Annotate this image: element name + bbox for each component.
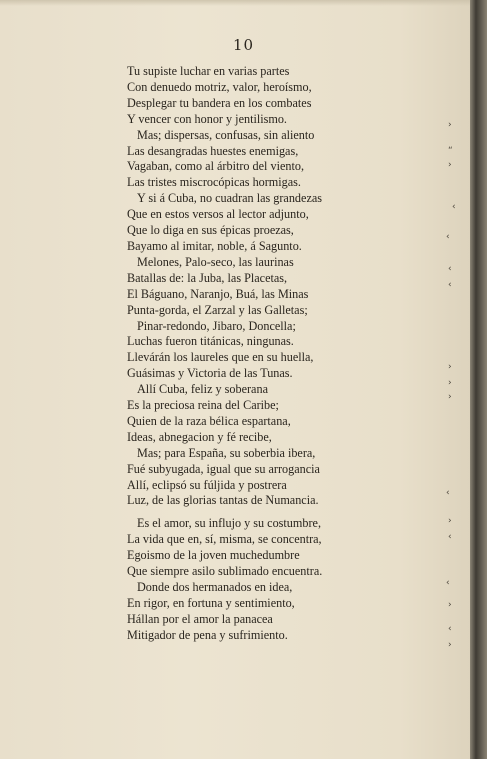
poem-line: Y si á Cuba, no cuadran las grandezas	[137, 191, 323, 206]
poem-line: Es la preciosa reina del Caribe;	[127, 398, 279, 413]
margin-mark: ›	[448, 120, 452, 130]
margin-mark: ‹	[448, 280, 452, 290]
poem-line: Que lo diga en sus épicas proezas,	[127, 223, 294, 238]
poem-line: Desplegar tu bandera en los combates	[127, 95, 312, 110]
book-gutter	[470, 0, 487, 759]
poem-line: Las desangradas huestes enemigas,	[127, 143, 299, 158]
stanza-break	[127, 509, 352, 516]
poem-line: Allí, eclipsó su fúljida y postrera	[127, 477, 287, 492]
poem-line: Fué subyugada, igual que su arrogancia	[127, 461, 320, 476]
poem-line: Batallas de: la Juba, las Placetas,	[127, 270, 288, 285]
poem-line: Que siempre asilo sublimado encuentra.	[127, 564, 323, 579]
margin-mark: “	[448, 146, 453, 156]
margin-mark: ›	[448, 640, 452, 650]
margin-mark: ›	[448, 378, 452, 388]
poem-line: Vagaban, como al árbitro del viento,	[127, 159, 304, 174]
page-top-edge	[0, 0, 470, 6]
poem-line: Egoismo de la joven muchedumbre	[127, 548, 300, 563]
margin-mark: ‹	[446, 488, 450, 498]
margin-mark: ‹	[448, 624, 452, 634]
poem-line: Punta-gorda, el Zarzal y las Galletas;	[127, 302, 308, 317]
poem-line: Luchas fueron titánicas, ningunas.	[127, 334, 294, 349]
poem-line: Y vencer con honor y jentilismo.	[127, 111, 287, 126]
poem-line: Es el amor, su influjo y su costumbre,	[137, 516, 321, 531]
margin-mark: ‹	[452, 202, 456, 212]
margin-show-through-marks	[440, 0, 465, 759]
poem-line: El Báguano, Naranjo, Buá, las Minas	[127, 286, 309, 301]
poem-line: Bayamo al imitar, noble, á Sagunto.	[127, 238, 302, 253]
poem-line: Pinar-redondo, Jibaro, Doncella;	[137, 318, 296, 333]
poem-line: Quien de la raza bélica espartana,	[127, 413, 291, 428]
poem-line: Luz, de las glorias tantas de Numancia.	[127, 493, 319, 508]
margin-mark: ›	[448, 392, 452, 402]
poem-line: Con denuedo motriz, valor, heroísmo,	[127, 79, 312, 94]
poem-line: Guásimas y Victoria de las Tunas.	[127, 366, 293, 381]
poem-line: Mas; dispersas, confusas, sin aliento	[137, 127, 315, 142]
poem-line: Tu supiste luchar en varias partes	[127, 64, 290, 78]
poem-line: Donde dos hermanados en idea,	[137, 580, 293, 594]
poem-line: La vida que en, sí, misma, se concentra,	[127, 532, 322, 547]
poem-text	[127, 64, 352, 644]
poem-line: Llevárán los laureles que en su huella,	[127, 350, 314, 365]
poem-line: En rigor, en fortuna y sentimiento,	[127, 595, 295, 610]
poem-line: Melones, Palo-seco, las laurinas	[137, 254, 294, 269]
poem-line: Ideas, abnegacion y fé recibe,	[127, 429, 272, 444]
margin-mark: ‹	[448, 532, 452, 542]
poem-line: Hállan por el amor la panacea	[127, 611, 273, 626]
poem-line: Mitigador de pena y sufrimiento.	[127, 627, 288, 642]
poem-line: Que en estos versos al lector adjunto,	[127, 207, 309, 222]
poem-line: Mas; para España, su soberbia ibera,	[137, 445, 316, 460]
margin-mark: ›	[448, 160, 452, 170]
poem-line: Allí Cuba, feliz y soberana	[137, 382, 268, 397]
margin-mark: ›	[448, 362, 452, 372]
margin-mark: ›	[448, 600, 452, 610]
margin-mark: ‹	[446, 578, 450, 588]
margin-mark: ›	[448, 516, 452, 526]
margin-mark: ‹	[448, 264, 452, 274]
poem-line: Las tristes miscrocópicas hormigas.	[127, 175, 301, 190]
margin-mark: ‹	[446, 232, 450, 242]
page-number: 10	[232, 36, 255, 54]
